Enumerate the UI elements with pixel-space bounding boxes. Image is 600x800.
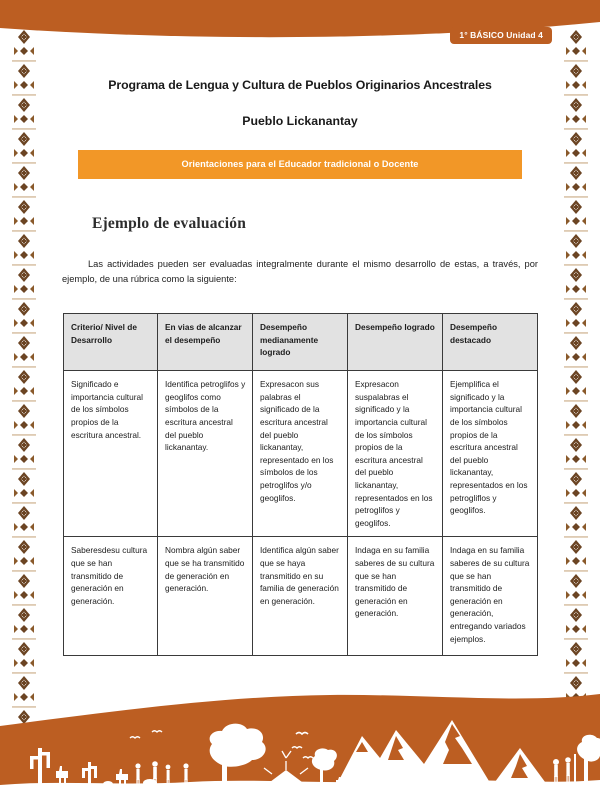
section-heading: Ejemplo de evaluación	[92, 215, 247, 232]
cell-r1c2: Identifica petroglifos y geoglifos como símbolos de la escritura ancestral del pueblo lickanantay.	[158, 371, 253, 537]
unit-badge: 1° BÁSICO Unidad 4	[450, 27, 552, 44]
column-header-medianamente: Desempeño medianamente logrado	[253, 314, 348, 371]
intro-paragraph: Las actividades pueden ser evaluadas integralmente durante el mismo desarrollo de estas, a través, por ejemplo, de una rúbrica como la siguiente:	[62, 259, 538, 285]
table-header-row	[64, 314, 538, 371]
cell-r2c1: Saberesdesu cultura que se han transmitido de generación en generación.	[64, 537, 158, 656]
audience-banner: Orientaciones para el Educador tradicional o Docente	[78, 150, 522, 179]
cell-r2c2: Nombra algún saber que se ha transmitido de generación en generación.	[158, 537, 253, 656]
cell-r2c3: Identifica algún saber que se haya transmitido en su familia de generación en generación.	[253, 537, 348, 656]
page-title: Programa de Lengua y Cultura de Pueblos Originarios Ancestrales	[108, 78, 492, 92]
page-subtitle: Pueblo Lickanantay	[242, 114, 358, 128]
left-border-pattern	[12, 28, 36, 776]
column-header-en-vias: En vias de alcanzar el desempeño	[158, 314, 253, 371]
column-header-logrado: Desempeño logrado	[348, 314, 443, 371]
column-header-criterio: Criterio/ Nivel de Desarrollo	[64, 314, 158, 371]
rubric-table-wrapper	[63, 313, 537, 656]
rubric-table	[63, 313, 538, 656]
cell-r2c4: Indaga en su familia saberes de su cultura que se han transmitido de generación en generación.	[348, 537, 443, 656]
cell-r1c3: Expresacon sus palabras el significado de la escritura ancestral del pueblo lickanantay, representado en los símbolos de los petroglifos y/o geoglifos.	[253, 371, 348, 537]
cell-r1c1: Significado e importancia cultural de los símbolos propios de la escritura ancestral.	[64, 371, 158, 537]
content-column	[48, 0, 552, 656]
cell-r1c5: Ejemplifica el significado y la importancia cultural de los símbolos propios de la escritura ancestral del pueblo lickanantay, representados en los petrogliflos y geoglifos.	[443, 371, 538, 537]
table-row	[64, 371, 538, 537]
cell-r2c5: Indaga en su familia saberes de su cultura que se han transmitido de generación en generación, entregando variados ejemplos.	[443, 537, 538, 656]
column-header-destacado: Desempeño destacado	[443, 314, 538, 371]
right-border-pattern	[564, 28, 588, 776]
table-row	[64, 537, 538, 656]
cell-r1c4: Expresacon suspalabras el significado y la importancia cultural de los símbolos propios de la escritura ancestral del pueblo lickanantay, representados en los petroglifos y geoglifos.	[348, 371, 443, 537]
footer-illustration	[0, 690, 600, 800]
